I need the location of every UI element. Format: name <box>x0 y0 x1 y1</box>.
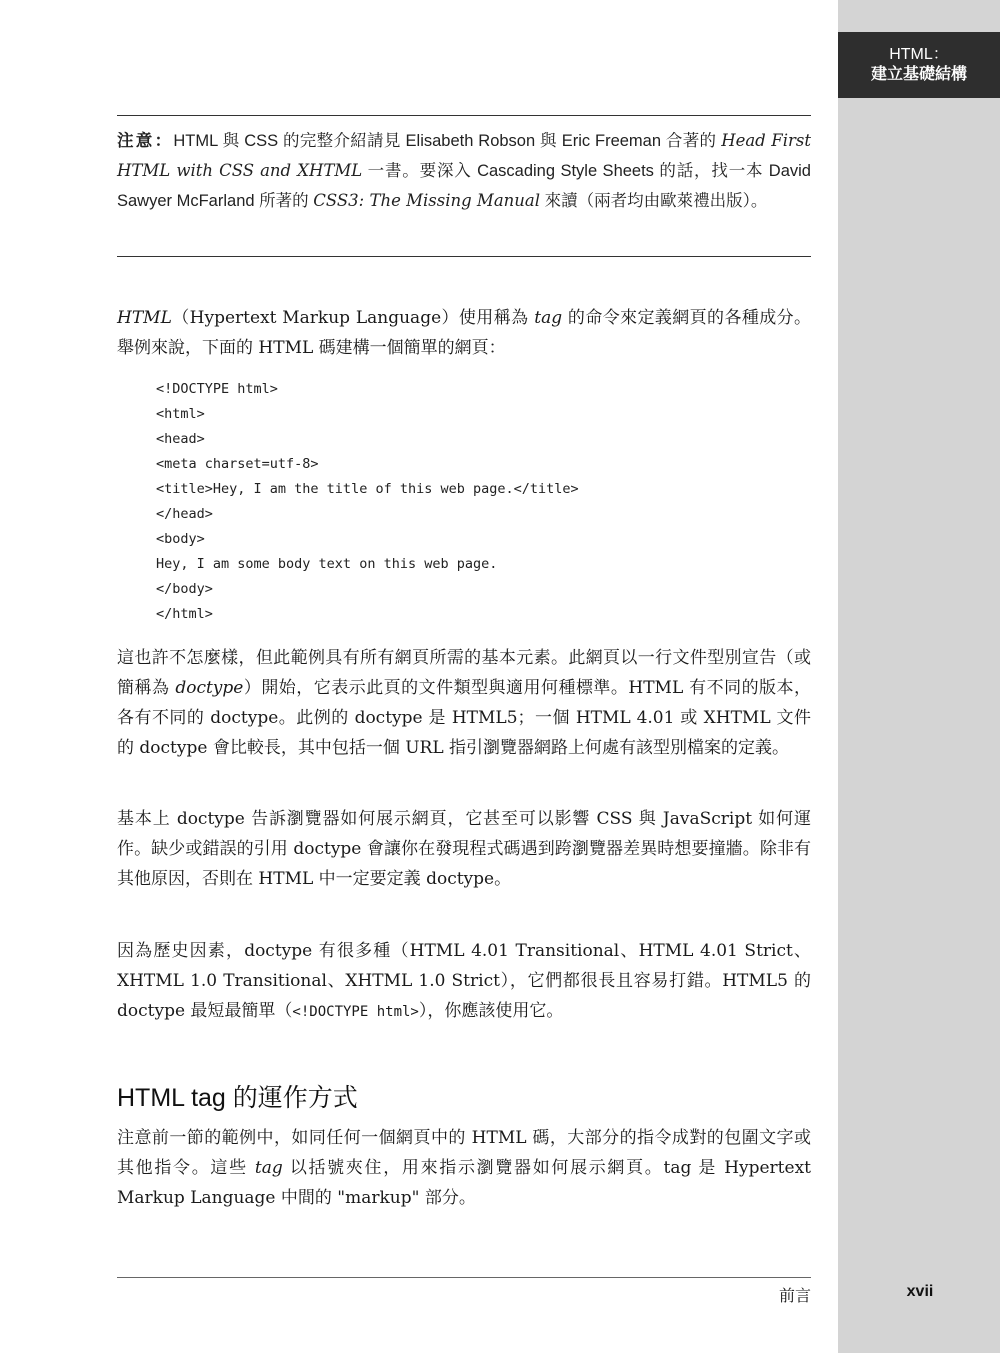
code-example <box>156 377 579 627</box>
doctype-usage-paragraph: 基本上 doctype 告訴瀏覽器如何展示網頁，它甚至可以影響 CSS 與 JavaScript 如何運作。缺少或錯誤的引用 doctype 會讓你在發現程式碼遇到跨瀏覽器差異時想要撞牆。除非有其他原因，否則在 HTML 中一定要定義 doctype。 <box>117 809 811 889</box>
note-text: HTML 與 CSS 的完整介紹請見 Elisabeth Robson 與 Eric Freeman 合著的 <box>173 132 722 150</box>
section-heading: HTML tag 的運作方式 <box>117 1084 358 1112</box>
term-doctype: doctype <box>175 678 244 698</box>
chapter-tab <box>838 32 1000 98</box>
note-bottom-rule <box>117 256 811 257</box>
note-text: 來讀（兩者均由歐萊禮出版）。 <box>540 192 768 210</box>
code-line: </body> <box>156 581 213 597</box>
doctype-history-paragraph: 因為歷史因素，doctype 有很多種（HTML 4.01 Transitional、HTML 4.01 Strict、XHTML 1.0 Transitional、XHTML 1.0 Strict），它們都很長且容易打錯。HTML5 的 doctype 最短最簡單（<!DOCTYPE html>），你應該使用它。 <box>117 941 811 1021</box>
book-title: CSS3: The Missing Manual <box>313 191 541 210</box>
code-line: </html> <box>156 606 213 622</box>
chapter-title: HTML： <box>889 46 949 63</box>
term-tag: tag <box>254 1158 283 1178</box>
doctype-paragraph: 這也許不怎麼樣，但此範例具有所有網頁所需的基本元素。此網頁以一行文件型別宣告（或簡稱為 doctype）開始，它表示此頁的文件類型與適用何種標準。HTML 有不同的版本，各有不同的 doctype。此例的 doctype 是 HTML5；一個 HTML 4.01 或 XHTML 文件的 doctype 會比較長，其中包括一個 URL 指引瀏覽器網路上何處有該型別檔案的定義。 <box>117 648 812 758</box>
note-box <box>117 126 811 216</box>
note-text: 一書。要深入 Cascading Style Sheets 的話，找一本 David Sawyer McFarland 所著的 <box>117 162 811 210</box>
footer-section-label: 前言 <box>778 1288 811 1305</box>
note-top-rule <box>117 115 811 116</box>
note-label: 注意： <box>117 132 174 150</box>
tag-paragraph: 注意前一節的範例中，如同任何一個網頁中的 HTML 碼，大部分的指令成對的包圍文字或其他指令。這些 tag 以括號夾住，用來指示瀏覽器如何展示網頁。tag 是 Hypertext Markup Language 中間的 "markup" 部分。 <box>117 1128 811 1208</box>
intro-paragraph: HTML（Hypertext Markup Language）使用稱為 tag 的命令來定義網頁的各種成分。舉例來說，下面的 HTML 碼建構一個簡單的網頁： <box>117 308 812 358</box>
inline-code: <!DOCTYPE html> <box>292 1004 419 1020</box>
code-line: </head> <box>156 506 213 522</box>
code-line: <meta charset=utf-8> <box>156 456 319 472</box>
code-line: <head> <box>156 431 205 447</box>
footer-rule <box>117 1277 811 1278</box>
code-line: <body> <box>156 531 205 547</box>
page-number: xvii <box>906 1283 934 1300</box>
term-tag: tag <box>534 308 563 328</box>
book-title: Head First HTML with CSS and XHTML <box>117 131 811 180</box>
code-line: Hey, I am some body text on this web page. <box>156 556 498 572</box>
code-line: <!DOCTYPE html> <box>156 381 278 397</box>
code-line: <title>Hey, I am the title of this web page.</title> <box>156 481 579 497</box>
page-sidebar <box>838 0 1000 1353</box>
chapter-subtitle: 建立基礎結構 <box>870 66 967 83</box>
term-html: HTML <box>117 308 172 328</box>
code-line: <html> <box>156 406 205 422</box>
